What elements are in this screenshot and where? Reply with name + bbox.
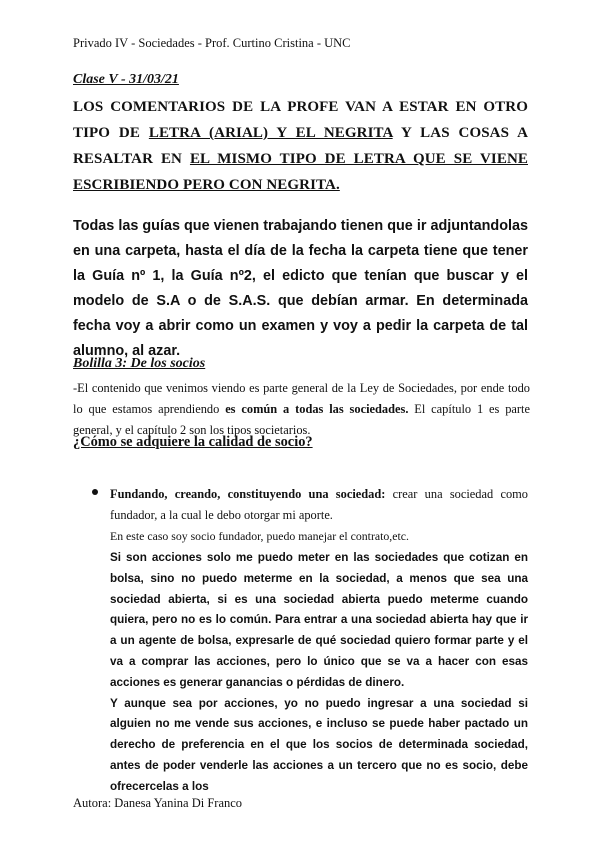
guias-paragraph: Todas las guías que vienen trabajando tienen que ir adjuntandolas en una carpeta, hasta el día de la fecha la carpeta tiene que tener la Guía nº 1, la Guía nº2, el edicto que tenían que buscar y el modelo de S.A o de S.A.S. que debían armar. En determinada fecha voy a abrir como un examen y voy a pedir la carpeta de tal alumno, al azar.: [73, 218, 528, 359]
clase-title: Clase V - 31/03/21: [73, 72, 179, 87]
section-question: ¿Cómo se adquiere la calidad de socio?: [73, 434, 313, 450]
page-header: Privado IV - Sociedades - Prof. Curtino Cristina - UNC: [73, 36, 351, 50]
intro-text-1: LOS COMENTARIOS DE LA PROFE VAN A ESTAR EN OTRO TIPO DE: [73, 99, 528, 141]
bullet-icon: [92, 489, 98, 495]
intro-text-3: Y LAS COSAS A RESALTAR EN: [73, 125, 528, 167]
page-footer: Autora: Danesa Yanina Di Franco: [73, 796, 243, 810]
contenido-text-bold: es común a todas las sociedades.: [225, 402, 409, 416]
bullet-bold: Fundando, creando, constituyendo una sociedad:: [110, 487, 386, 501]
comment-paragraph-1: Si son acciones solo me puedo meter en las sociedades que cotizan en bolsa, sino no puedo meterme en la sociedad, a menos que sea una sociedad abierta, si es una sociedad abierta puedo meterme cuando quiera, pero no es lo común. Para entrar a una sociedad abierta hay que ir a un agente de bolsa, expresarle de qué sociedad quiero formar parte y el va a comprar las acciones, pero lo único que se va a hacer con esas acciones es generar ganancias o pérdidas de dinero.: [110, 551, 528, 689]
caso-line: En este caso soy socio fundador, puedo manejar el contrato,etc.: [110, 529, 409, 543]
comment-paragraph-2: Y aunque sea por acciones, yo no puedo ingresar a una sociedad si alguien no me vende sus acciones, e incluso se puede haber pactado un derecho de preferencia en el que los socios de determinada sociedad, antes de poder venderle las acciones a un tercero que no es socio, debe ofrecercelas a los: [110, 696, 528, 793]
contenido-paragraph: [73, 378, 530, 441]
profe-comments: [110, 548, 528, 798]
intro-text-4: EL MISMO TIPO DE LETRA QUE SE VIENE ESCRIBIENDO PERO CON NEGRITA.: [73, 151, 528, 193]
bullet-normal: crear una sociedad como fundador, a la cual le debo otorgar mi aporte.: [110, 487, 528, 522]
contenido-text-3: El capítulo 1 es parte general, y el capítulo 2 son los tipos societarios.: [73, 402, 530, 437]
contenido-text-1: -El contenido que venimos viendo es parte general de la Ley de Sociedades, por ende todo lo que estamos aprendiendo: [73, 381, 530, 416]
intro-paragraph: [73, 94, 528, 198]
intro-text-2: LETRA (ARIAL) Y EL NEGRITA: [148, 125, 393, 141]
bullet-item: [110, 484, 528, 526]
bolilla-title: Bolilla 3: De los socios: [73, 356, 206, 371]
